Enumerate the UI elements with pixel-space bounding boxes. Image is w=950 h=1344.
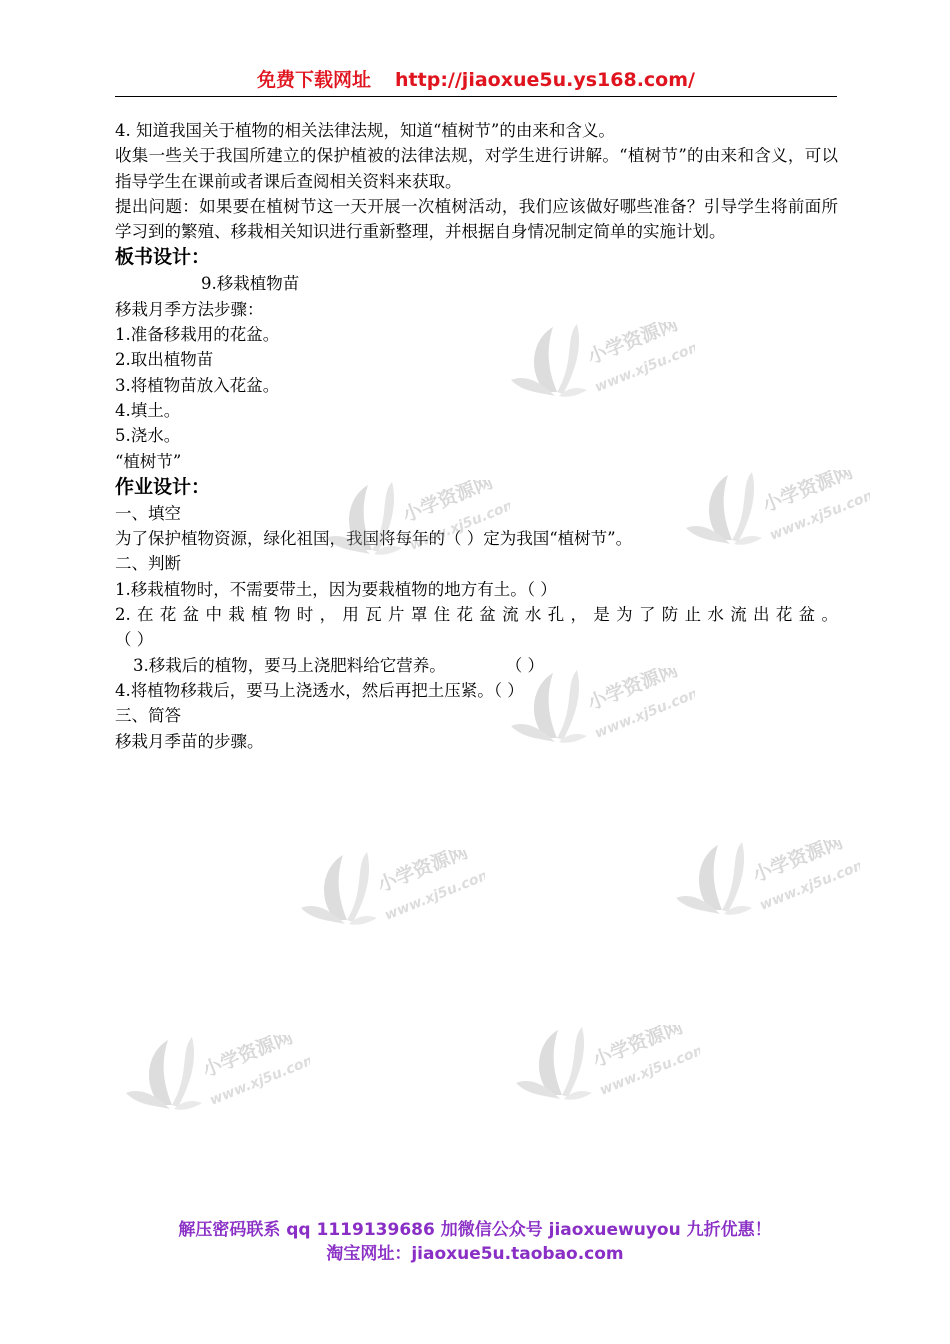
board-line: “植树节” — [115, 451, 182, 471]
page-header — [115, 66, 837, 97]
fill-blank-question: 为了保护植物资源，绿化祖国，我国将每年的（ ）定为我国“植树节”。 — [115, 529, 633, 549]
intro-paragraph-3: 提出问题：如果要在植树节这一天开展一次植树活动，我们应该做好哪些准备？引导学生将前面所学习到的繁殖、移栽相关知识进行重新整理，并根据自身情况制定简单的实施计划。 — [115, 196, 838, 242]
true-false-question-1: 1.移栽植物时，不需要带土，因为要栽植物的地方有土。（ ） — [115, 579, 557, 599]
watermark-logo-icon — [510, 1025, 700, 1125]
board-line: 移栽月季方法步骤： — [115, 299, 264, 319]
watermark-logo-icon — [295, 850, 485, 950]
board-line: 4.填土。 — [115, 400, 181, 420]
document-body — [115, 118, 838, 754]
section-true-false: 二、判断 — [115, 554, 181, 574]
true-false-question-4: 4.将植物移栽后，要马上浇透水，然后再把土压紧。（ ） — [115, 680, 524, 700]
intro-paragraph-2: 收集一些关于我国所建立的保护植被的法律法规，对学生进行讲解。“植树节”的由来和含义，可以指导学生在课前或者课后查阅相关资料来获取。 — [115, 146, 838, 191]
section-short-answer: 三、简答 — [115, 706, 181, 726]
short-answer-question: 移栽月季苗的步骤。 — [115, 731, 264, 751]
intro-paragraph-1: 4. 知道我国关于植物的相关法律法规，知道“植树节”的由来和含义。 — [115, 121, 615, 140]
question-3-paren: （ ） — [505, 655, 544, 675]
board-line: 2.取出植物苗 — [115, 350, 214, 370]
watermark-logo-icon — [120, 1035, 310, 1135]
footer-taobao-link[interactable]: 淘宝网址：jiaoxue5u.taobao.com — [326, 1244, 624, 1264]
true-false-question-2-paren: （ ） — [115, 630, 154, 650]
board-line: 5.浇水。 — [115, 426, 181, 446]
header-label: 免费下载网址 — [257, 69, 372, 91]
board-line: 3.将植物苗放入花盆。 — [115, 375, 280, 395]
homework-design-heading: 作业设计： — [115, 475, 211, 498]
board-title: 9.移栽植物苗 — [201, 274, 300, 294]
question-3-text: 3.移栽后的植物，要马上浇肥料给它营养。 — [133, 655, 446, 675]
watermark-logo-icon — [670, 840, 860, 940]
true-false-question-2: 2.在花盆中栽植物时，用瓦片罩住花盆流水孔，是为了防止水流出花盆。 — [115, 605, 838, 625]
footer-contact: 解压密码联系 qq 1119139686 加微信公众号 jiaoxuewuyou 九折优惠！ — [178, 1220, 772, 1240]
true-false-question-3 — [115, 653, 838, 678]
section-fill-blank: 一、填空 — [115, 503, 181, 523]
header-url-link[interactable]: http://jiaoxue5u.ys168.com/ — [395, 69, 695, 91]
board-line: 1.准备移栽用的花盆。 — [115, 325, 280, 345]
board-design-heading: 板书设计： — [115, 246, 211, 269]
